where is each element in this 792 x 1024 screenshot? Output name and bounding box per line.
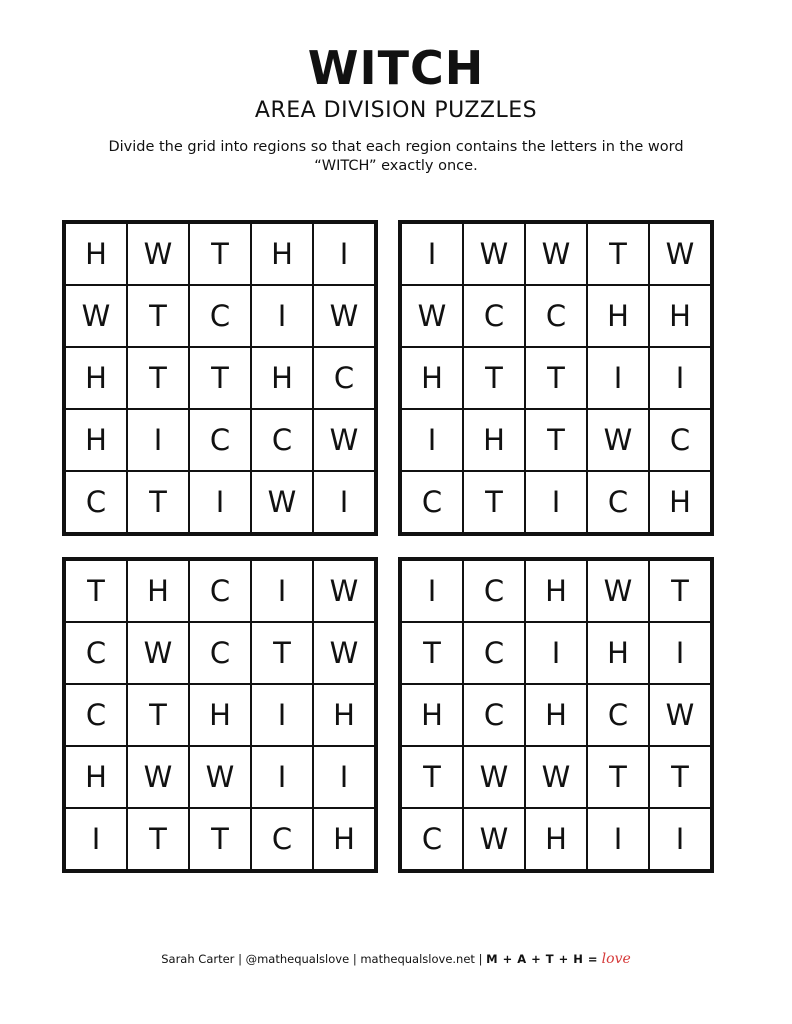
grid-cell[interactable]: C: [649, 409, 711, 471]
grid-cell[interactable]: W: [587, 409, 649, 471]
grid-cell[interactable]: C: [525, 285, 587, 347]
grid-cell[interactable]: W: [649, 223, 711, 285]
grid-cell[interactable]: C: [463, 285, 525, 347]
footer-separator: |: [238, 952, 246, 966]
grid-cell[interactable]: I: [587, 347, 649, 409]
grid-cell[interactable]: W: [65, 285, 127, 347]
grid-cell[interactable]: C: [65, 471, 127, 533]
footer-separator: |: [478, 952, 487, 966]
grid-cell[interactable]: T: [463, 347, 525, 409]
grid-cell[interactable]: W: [649, 684, 711, 746]
grid-cell[interactable]: C: [189, 560, 251, 622]
grid-cell[interactable]: T: [189, 808, 251, 870]
grid-cell[interactable]: W: [463, 746, 525, 808]
grid-cell[interactable]: T: [525, 409, 587, 471]
grid-cell[interactable]: I: [401, 223, 463, 285]
grid-cell[interactable]: H: [463, 409, 525, 471]
grid-cell[interactable]: C: [251, 409, 313, 471]
grid-cell[interactable]: C: [189, 409, 251, 471]
grid-cell[interactable]: H: [313, 684, 375, 746]
grid-cell[interactable]: W: [313, 285, 375, 347]
grid-cell[interactable]: I: [401, 560, 463, 622]
grid-cell[interactable]: H: [587, 622, 649, 684]
grid-cell[interactable]: T: [65, 560, 127, 622]
grid-cell[interactable]: I: [525, 622, 587, 684]
footer: [0, 951, 792, 967]
footer-brand: M + A + T + H =: [486, 952, 599, 966]
grid-cell[interactable]: I: [313, 471, 375, 533]
grid-cell[interactable]: H: [401, 347, 463, 409]
grid-cell[interactable]: W: [313, 622, 375, 684]
grid-cell[interactable]: C: [463, 684, 525, 746]
puzzle-grid-4: [398, 557, 714, 873]
footer-handle: @mathequalslove: [245, 952, 350, 966]
grid-cell[interactable]: T: [127, 684, 189, 746]
grid-cell[interactable]: I: [313, 223, 375, 285]
grid-cell[interactable]: C: [65, 622, 127, 684]
grid-cell[interactable]: T: [649, 746, 711, 808]
grid-cell[interactable]: W: [189, 746, 251, 808]
grid-cell[interactable]: T: [587, 746, 649, 808]
grid-cell[interactable]: I: [251, 684, 313, 746]
grid-cell[interactable]: H: [313, 808, 375, 870]
grid-cell[interactable]: H: [189, 684, 251, 746]
grid-cell[interactable]: T: [649, 560, 711, 622]
grid-cell[interactable]: I: [251, 746, 313, 808]
grid-cell[interactable]: H: [127, 560, 189, 622]
grid-cell[interactable]: T: [127, 285, 189, 347]
grid-cell[interactable]: W: [401, 285, 463, 347]
grid-cell[interactable]: W: [313, 409, 375, 471]
grid-cell[interactable]: C: [251, 808, 313, 870]
page-title: WITCH: [307, 41, 485, 95]
grid-cell[interactable]: I: [313, 746, 375, 808]
grid-cell[interactable]: C: [587, 684, 649, 746]
grid-cell[interactable]: H: [525, 560, 587, 622]
grid-cell[interactable]: H: [649, 285, 711, 347]
grid-cell[interactable]: H: [525, 684, 587, 746]
grid-cell[interactable]: W: [127, 223, 189, 285]
grid-cell[interactable]: C: [463, 560, 525, 622]
puzzle-grid-3: [62, 557, 378, 873]
grid-cell[interactable]: I: [649, 808, 711, 870]
puzzle-grid-2: [398, 220, 714, 536]
grid-cell[interactable]: T: [401, 746, 463, 808]
grid-cell[interactable]: H: [65, 223, 127, 285]
grid-cell[interactable]: T: [251, 622, 313, 684]
footer-separator: |: [352, 952, 361, 966]
grid-cell[interactable]: W: [587, 560, 649, 622]
grid-cell[interactable]: W: [463, 808, 525, 870]
grid-cell[interactable]: T: [525, 347, 587, 409]
grid-cell[interactable]: I: [189, 471, 251, 533]
grid-cell[interactable]: T: [401, 622, 463, 684]
grid-cell[interactable]: I: [251, 285, 313, 347]
grid-cell[interactable]: W: [127, 746, 189, 808]
grid-cell[interactable]: T: [127, 808, 189, 870]
grid-cell[interactable]: W: [463, 223, 525, 285]
grid-cell[interactable]: T: [189, 347, 251, 409]
grid-cell[interactable]: T: [463, 471, 525, 533]
grid-cell[interactable]: H: [649, 471, 711, 533]
grid-cell[interactable]: C: [587, 471, 649, 533]
instructions-text: Divide the grid into regions so that each region contains the letters in the word “WITCH” exactly once.: [108, 139, 684, 174]
grid-cell[interactable]: H: [65, 347, 127, 409]
grid-cell[interactable]: C: [189, 622, 251, 684]
grid-cell[interactable]: W: [525, 223, 587, 285]
grid-cell[interactable]: C: [65, 684, 127, 746]
puzzle-grid-1: [62, 220, 378, 536]
grid-cell[interactable]: C: [401, 808, 463, 870]
grid-cell[interactable]: W: [525, 746, 587, 808]
grid-cell[interactable]: H: [525, 808, 587, 870]
grid-cell[interactable]: C: [189, 285, 251, 347]
grid-cell[interactable]: H: [401, 684, 463, 746]
grid-cell[interactable]: T: [127, 347, 189, 409]
grid-cell[interactable]: W: [251, 471, 313, 533]
grid-cell[interactable]: H: [251, 223, 313, 285]
grid-cell[interactable]: I: [649, 622, 711, 684]
grid-cell[interactable]: H: [587, 285, 649, 347]
footer-author: Sarah Carter: [161, 952, 235, 966]
grid-cell[interactable]: T: [587, 223, 649, 285]
grid-cell[interactable]: I: [525, 471, 587, 533]
grid-cell[interactable]: C: [401, 471, 463, 533]
grid-cell[interactable]: I: [127, 409, 189, 471]
grid-cell[interactable]: H: [65, 746, 127, 808]
grid-cell[interactable]: W: [127, 622, 189, 684]
grid-cell[interactable]: I: [251, 560, 313, 622]
grid-cell[interactable]: H: [65, 409, 127, 471]
grid-cell[interactable]: T: [189, 223, 251, 285]
grid-cell[interactable]: I: [587, 808, 649, 870]
grid-cell[interactable]: I: [65, 808, 127, 870]
footer-site: mathequalslove.net: [360, 952, 475, 966]
page-subtitle: AREA DIVISION PUZZLES: [254, 98, 538, 123]
grid-cell[interactable]: W: [313, 560, 375, 622]
grid-cell[interactable]: H: [251, 347, 313, 409]
grid-cell[interactable]: C: [313, 347, 375, 409]
footer-love-logo: love: [601, 951, 631, 967]
grid-cell[interactable]: I: [401, 409, 463, 471]
grid-cell[interactable]: I: [649, 347, 711, 409]
grid-cell[interactable]: T: [127, 471, 189, 533]
grid-cell[interactable]: C: [463, 622, 525, 684]
